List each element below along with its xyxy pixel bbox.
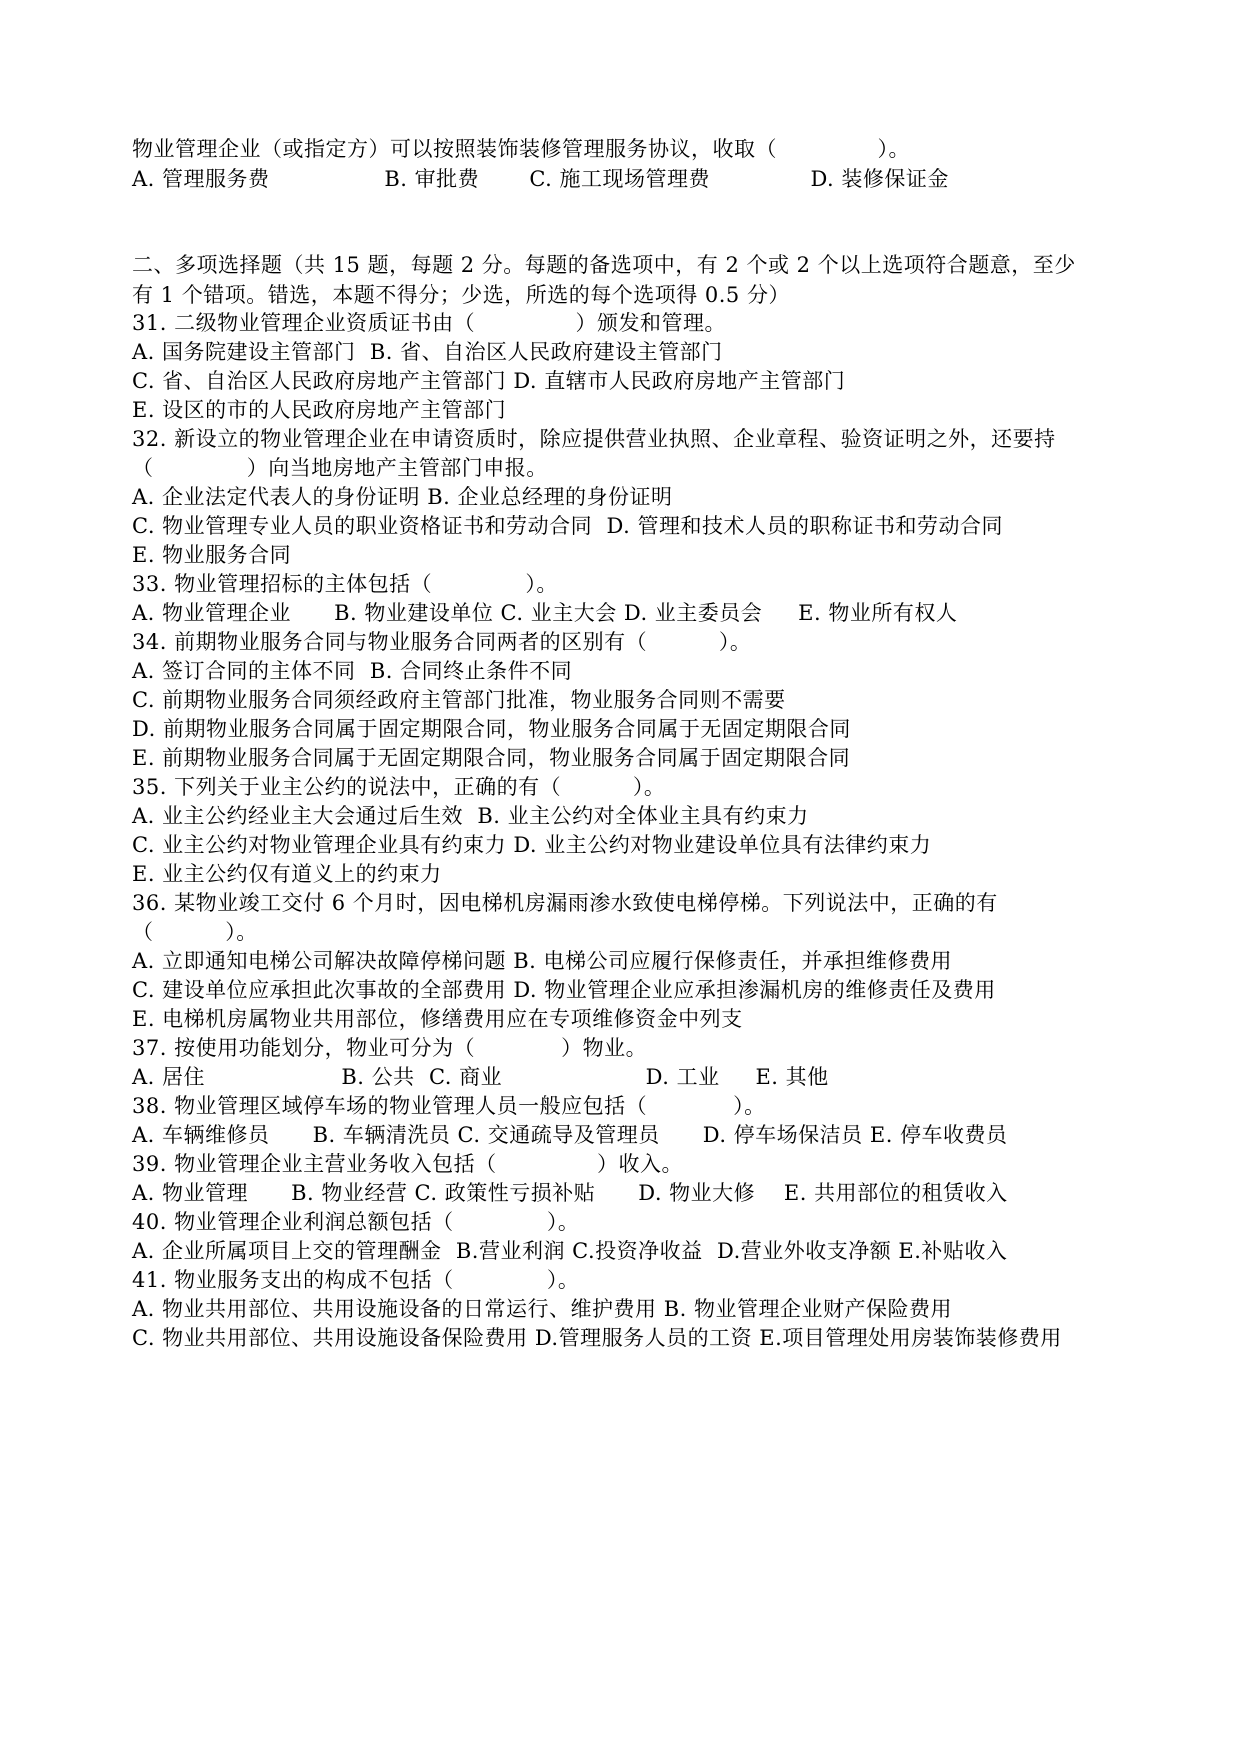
question-38-stem: 38. 物业管理区域停车场的物业管理人员一般应包括（ ）。 bbox=[132, 1094, 766, 1118]
question-37-options: A. 居住 B. 公共 C. 商业 D. 工业 E. 其他 bbox=[132, 1065, 829, 1089]
question-34-option-line: E. 前期物业服务合同属于无固定期限合同，物业服务合同属于固定期限合同 bbox=[132, 746, 851, 770]
question-35-option-line: E. 业主公约仅有道义上的约束力 bbox=[132, 862, 442, 886]
question-31-option-line: E. 设区的市的人民政府房地产主管部门 bbox=[132, 398, 507, 422]
question-33-options: A. 物业管理企业 B. 物业建设单位 C. 业主大会 D. 业主委员会 E. 物业所有权人 bbox=[132, 601, 958, 625]
question-38-options: A. 车辆维修员 B. 车辆清洗员 C. 交通疏导及管理员 D. 停车场保洁员 E. 停车收费员 bbox=[132, 1123, 1008, 1147]
question-36-option-line: E. 电梯机房属物业共用部位，修缮费用应在专项维修资金中列支 bbox=[132, 1007, 743, 1031]
question-33-stem: 33. 物业管理招标的主体包括（ ）。 bbox=[132, 572, 558, 596]
question-36-option-line: C. 建设单位应承担此次事故的全部费用 D. 物业管理企业应承担渗漏机房的维修责任及费用 bbox=[132, 978, 996, 1002]
question-34-option-line: A. 签订合同的主体不同 B. 合同终止条件不同 bbox=[132, 659, 573, 683]
question-30-stem: 物业管理企业（或指定方）可以按照装饰装修管理服务协议，收取（ ）。 bbox=[132, 137, 910, 161]
question-40-options: A. 企业所属项目上交的管理酬金 B.营业利润 C.投资净收益 D.营业外收支净额 E.补贴收入 bbox=[132, 1239, 1008, 1263]
question-31-stem: 31. 二级物业管理企业资质证书由（ ）颁发和管理。 bbox=[132, 311, 727, 335]
question-39-options: A. 物业管理 B. 物业经营 C. 政策性亏损补贴 D. 物业大修 E. 共用部位的租赁收入 bbox=[132, 1181, 1008, 1205]
question-36-stem-continued: （ ）。 bbox=[132, 920, 258, 944]
question-37-stem: 37. 按使用功能划分，物业可分为（ ）物业。 bbox=[132, 1036, 648, 1060]
question-35-option-line: C. 业主公约对物业管理企业具有约束力 D. 业主公约对物业建设单位具有法律约束力 bbox=[132, 833, 932, 857]
question-36-option-line: A. 立即通知电梯公司解决故障停梯问题 B. 电梯公司应履行保修责任，并承担维修费用 bbox=[132, 949, 952, 973]
question-35-option-line: A. 业主公约经业主大会通过后生效 B. 业主公约对全体业主具有约束力 bbox=[132, 804, 809, 828]
question-32-option-line: A. 企业法定代表人的身份证明 B. 企业总经理的身份证明 bbox=[132, 485, 673, 509]
question-32-stem-continued: （ ）向当地房地产主管部门申报。 bbox=[132, 456, 548, 480]
question-41-option-line: A. 物业共用部位、共用设施设备的日常运行、维护费用 B. 物业管理企业财产保险费用 bbox=[132, 1297, 952, 1321]
question-31-option-line: C. 省、自治区人民政府房地产主管部门 D. 直辖市人民政府房地产主管部门 bbox=[132, 369, 846, 393]
question-34-option-line: D. 前期物业服务合同属于固定期限合同，物业服务合同属于无固定期限合同 bbox=[132, 717, 851, 741]
question-30-options: A. 管理服务费 B. 审批费 C. 施工现场管理费 D. 装修保证金 bbox=[132, 167, 949, 191]
section-instructions: 有 1 个错项。错选，本题不得分；少选，所选的每个选项得 0.5 分） bbox=[132, 283, 790, 307]
question-34-option-line: C. 前期物业服务合同须经政府主管部门批准，物业服务合同则不需要 bbox=[132, 688, 786, 712]
question-41-stem: 41. 物业服务支出的构成不包括（ ）。 bbox=[132, 1268, 580, 1292]
question-39-stem: 39. 物业管理企业主营业务收入包括（ ）收入。 bbox=[132, 1152, 684, 1176]
question-32-option-line: E. 物业服务合同 bbox=[132, 543, 292, 567]
question-31-option-line: A. 国务院建设主管部门 B. 省、自治区人民政府建设主管部门 bbox=[132, 340, 723, 364]
section-heading: 二、多项选择题（共 15 题，每题 2 分。每题的备选项中，有 2 个或 2 个以上选项符合题意，至少 bbox=[132, 253, 1076, 277]
question-40-stem: 40. 物业管理企业利润总额包括（ ）。 bbox=[132, 1210, 580, 1234]
question-32-option-line: C. 物业管理专业人员的职业资格证书和劳动合同 D. 管理和技术人员的职称证书和劳动合同 bbox=[132, 514, 1003, 538]
question-36-stem: 36. 某物业竣工交付 6 个月时，因电梯机房漏雨渗水致使电梯停梯。下列说法中，正确的有 bbox=[132, 891, 998, 915]
question-32-stem: 32. 新设立的物业管理企业在申请资质时，除应提供营业执照、企业章程、验资证明之外，还要持 bbox=[132, 427, 1056, 451]
question-34-stem: 34. 前期物业服务合同与物业服务合同两者的区别有（ ）。 bbox=[132, 630, 752, 654]
question-41-option-line: C. 物业共用部位、共用设施设备保险费用 D.管理服务人员的工资 E.项目管理处用房装饰装修费用 bbox=[132, 1326, 1062, 1350]
question-35-stem: 35. 下列关于业主公约的说法中，正确的有（ ）。 bbox=[132, 775, 666, 799]
